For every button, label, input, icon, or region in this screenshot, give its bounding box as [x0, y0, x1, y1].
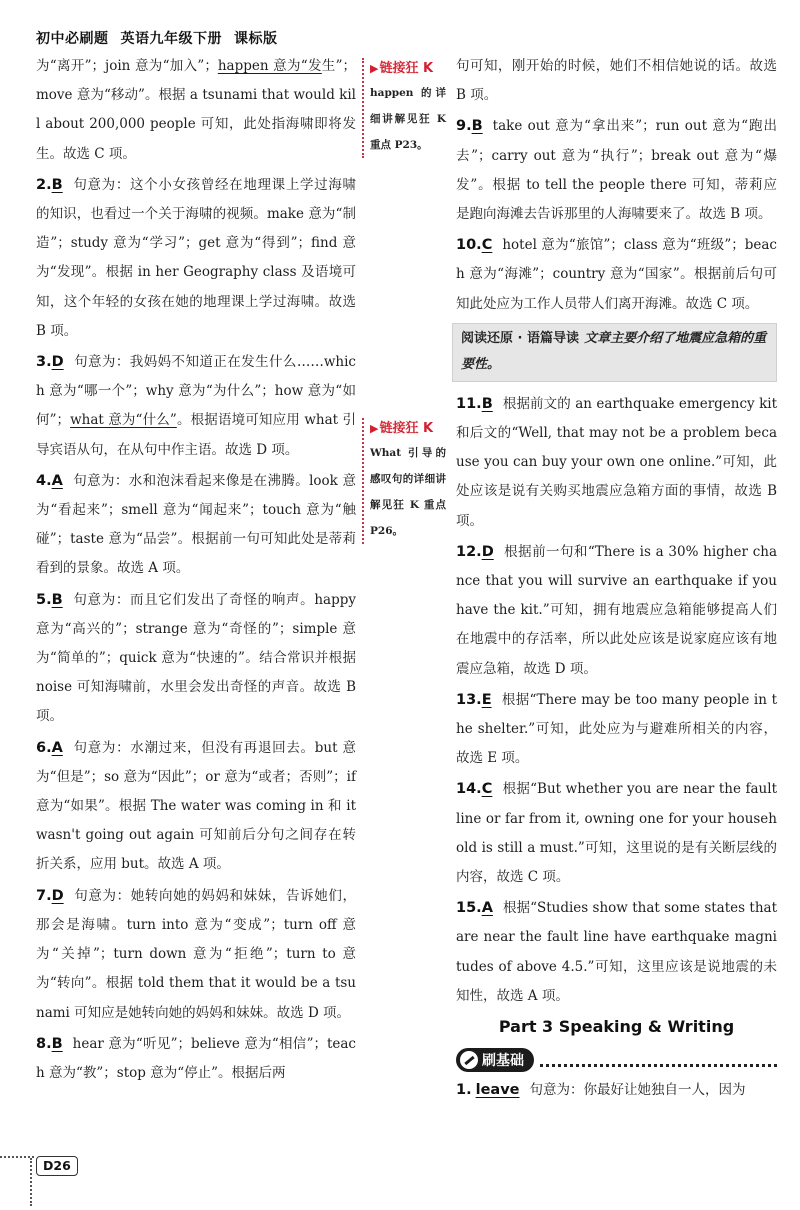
basics-badge: 刷基础 — [456, 1048, 534, 1072]
link-note-what: ▶链接狂 K What 引导的感叹句的详细讲解见狂 K 重点 P26。 — [362, 418, 446, 544]
arrow-right-icon: ▶ — [370, 422, 379, 435]
corner-dotted-rule-vertical — [30, 1158, 32, 1206]
basics-section-header — [456, 1046, 777, 1074]
answer-11: 11.B 根据前文的 an earthquake emergency kit 和后文的“Well, that may not be a problem because you can buy your own one online.”可知，此处应该是说有关购买地震应急箱方面的事情，故选 B 项。 — [456, 395, 777, 529]
answer-letter: A — [481, 900, 493, 917]
answer-letter: D — [51, 354, 64, 371]
arrow-right-icon: ▶ — [370, 62, 379, 75]
banner-text: 文章主要介绍了地震应急箱的重要性。 — [461, 330, 767, 372]
answer-letter: E — [481, 691, 492, 708]
answer-13: 13.E 根据“There may be too many people in the shelter.”可知，此处应为与避难所相关的内容，故选 E 项。 — [456, 691, 777, 767]
answer-letter: C — [481, 237, 493, 254]
answer-12: 12.D 根据前一句和“There is a 30% higher chance that you will survive an earthquake if you have the kit.”可知，拥有地震应急箱能够提高人们在地震中的存活率，所以此处应该是说家庭应该有地震应急箱，故选 D 项。 — [456, 543, 777, 677]
answer-letter: A — [51, 472, 63, 489]
header-edition: 课标版 — [234, 31, 278, 47]
left-column — [36, 52, 356, 1090]
header-subject: 英语九年级下册 — [120, 31, 222, 47]
answer-letter: B — [51, 176, 63, 193]
answer-letter: C — [481, 781, 493, 798]
answer-8-continued: 句可知，刚开始的时候，她们不相信她说的话。故选 B 项。 — [456, 58, 777, 104]
part-3-title: Part 3 Speaking & Writing — [498, 1017, 735, 1037]
dotted-rule — [540, 1053, 777, 1067]
answer-15: 15.A 根据“Studies show that some states that are near the fault line have earthquake magnitudes of above 4.5.”可知，这里应该是说地震的未知性，故选 A 项。 — [456, 900, 777, 1004]
answer-letter: B — [481, 395, 493, 412]
page-number: D26 — [36, 1156, 78, 1176]
answer-14: 14.C 根据“But whether you are near the fault line or far from it, owning one for your household is still a must.”可知，这里说的是有关断层线的内容，故选 C 项。 — [456, 781, 777, 886]
answer-4: 4.A 句意为：水和泡沫看起来像是在沸腾。look 意为“看起来”；smell 意为“闻起来”；touch 意为“触碰”；taste 意为“品尝”。根据前一句可知此处是蒂莉看到的景象。故选 A 项。 — [36, 472, 356, 577]
link-note-happen: ▶链接狂 K happen 的详细讲解见狂 K 重点 P23。 — [362, 58, 446, 158]
answer-6: 6.A 句意为：水潮过来，但没有再退回去。but 意为“但是”；so 意为“因此”；or 意为“或者；否则”；if 意为“如果”。根据 The water was coming in 和 it wasn't going out again 可知前后分句之间存在转折关系，应用 but。故选 A 项。 — [36, 739, 356, 873]
reading-guide-banner — [452, 323, 777, 382]
answer-letter: B — [471, 118, 483, 135]
corner-dotted-rule — [0, 1156, 34, 1158]
answer-10: 10.C hotel 意为“旅馆”；class 意为“班级”；beach 意为“海滩”；country 意为“国家”。根据前后句可知此处应为工作人员带人们离开海滩。故选 C 项。 — [456, 237, 777, 312]
running-header — [36, 28, 278, 50]
banner-lead: 阅读还原 · 语篇导读 — [461, 330, 579, 346]
pencil-icon — [460, 1051, 478, 1069]
answer-letter: D — [481, 543, 494, 560]
answer-9: 9.B take out 意为“拿出来”；run out 意为“跑出去”；carry out 意为“执行”；break out 意为“爆发”。根据 to tell the people there 可知，蒂莉应是跑向海滩去告诉那里的人海啸要来了。故选 B 项。 — [456, 118, 777, 223]
answer-8: 8.B hear 意为“听见”；believe 意为“相信”；teach 意为“教”；stop 意为“停止”。根据后两 — [36, 1035, 356, 1081]
answer-letter: A — [51, 739, 63, 756]
answer-1-continued: 为“离开”；join 意为“加入”；happen 意为“发生”；move 意为“移动”。根据 a tsunami that would kill about 200,000 people 可知，此处指海啸即将发生。故选 C 项。 — [36, 58, 356, 162]
answer-letter: B — [51, 1035, 63, 1052]
answer-letter: B — [51, 591, 63, 608]
answer-3: 3.D 句意为：我妈妈不知道正在发生什么……which 意为“哪一个”；why 意为“为什么”；how 意为“如何”；what 意为“什么”。根据语境可知应用 what 引导宾语从句，在从句中作主语。故选 D 项。 — [36, 354, 356, 458]
right-column — [456, 52, 777, 1107]
happen-underlined: happen 意为“发 — [217, 58, 322, 74]
writing-answer-1: 1. leave 句意为：你最好让她独自一人，因为 — [456, 1082, 746, 1099]
answer-7: 7.D 句意为：她转向她的妈妈和妹妹，告诉她们，那会是海啸。turn into 意为“变成”；turn off 意为“关掉”；turn down 意为“拒绝”；turn to 意为“转向”。根据 told them that it would be a tsunami 可知应是她转向她的妈妈和妹妹。故选 D 项。 — [36, 887, 356, 1021]
what-underlined: what 意为“什么” — [70, 412, 177, 429]
header-series: 初中必刷题 — [36, 31, 109, 47]
answer-letter: D — [51, 887, 64, 904]
answer-5: 5.B 句意为：而且它们发出了奇怪的响声。happy 意为“高兴的”；strange 意为“奇怪的”；simple 意为“简单的”；quick 意为“快速的”。结合常识并根据 noise 可知海啸前，水里会发出奇怪的声音。故选 B 项。 — [36, 591, 356, 725]
answer-word: leave — [475, 1082, 520, 1099]
answer-2: 2.B 句意为：这个小女孩曾经在地理课上学过海啸的知识，也看过一个关于海啸的视频。make 意为“制造”；study 意为“学习”；get 意为“得到”；find 意为“发现”。根据 in her Geography class 及语境可知，这个年轻的女孩在她的地理课上学过海啸。故选 B 项。 — [36, 176, 356, 339]
